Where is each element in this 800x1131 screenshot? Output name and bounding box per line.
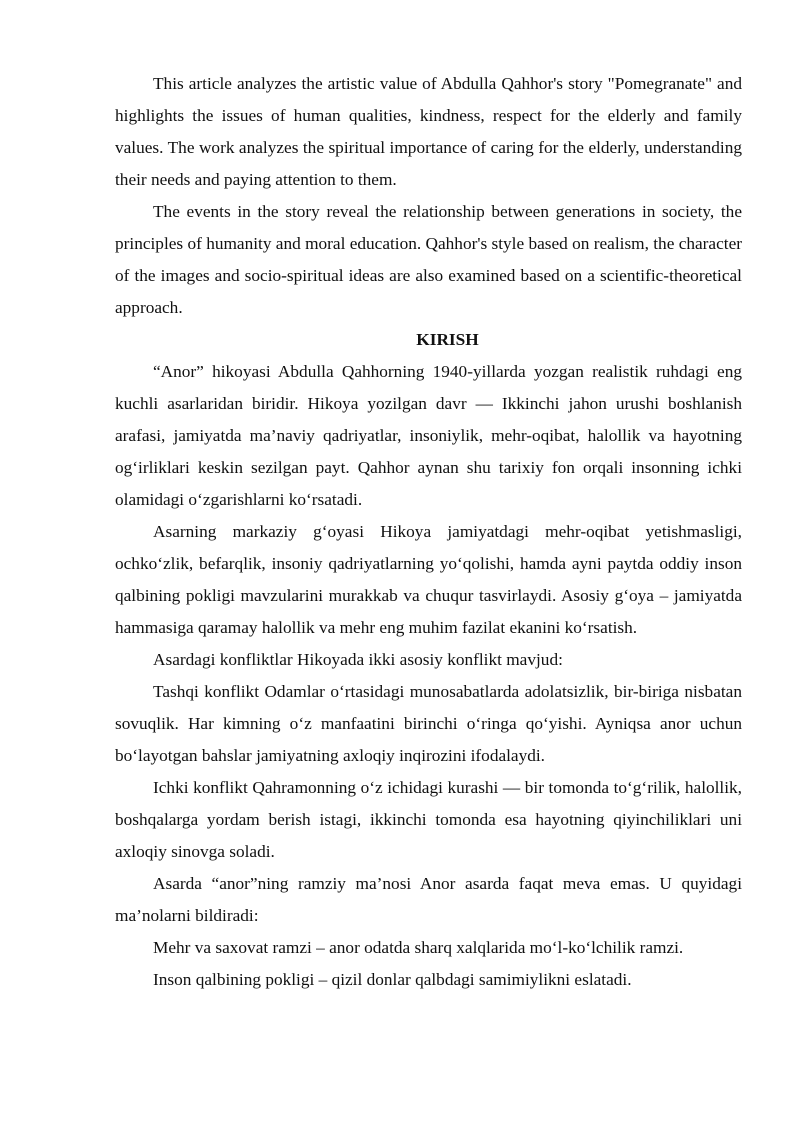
section-heading: KIRISH	[416, 330, 479, 349]
body-paragraph-7: Mehr va saxovat ramzi – anor odatda sharq xalqlarida mo‘l-ko‘lchilik ramzi.	[153, 938, 684, 957]
document-page	[115, 68, 742, 996]
body-paragraph-5: Ichki konflikt Qahramonning o‘z ichidagi kurashi — bir tomonda to‘g‘rilik, halollik, boshqalarga yordam berish istagi, ikkinchi tomonda esa hayotning qiyinchiliklari uni axloqiy sinovga soladi.	[115, 778, 742, 861]
body-paragraph-3: Asardagi konfliktlar Hikoyada ikki asosiy konflikt mavjud:	[153, 650, 563, 669]
body-paragraph-4: Tashqi konflikt Odamlar o‘rtasidagi munosabatlarda adolatsizlik, bir-biriga nisbatan sovuqlik. Har kimning o‘z manfaatini birinchi o‘ringa qo‘yishi. Ayniqsa anor uchun bo‘layotgan bahslar jamiyatning axloqiy inqirozini ifodalaydi.	[115, 682, 742, 765]
abstract-paragraph-2: The events in the story reveal the relationship between generations in society, the principles of humanity and moral education. Qahhor's style based on realism, the character of the images and socio-spiritual ideas are also examined based on a scientific-theoretical approach.	[115, 202, 742, 317]
body-paragraph-1: “Anor” hikoyasi Abdulla Qahhorning 1940-yillarda yozgan realistik ruhdagi eng kuchli asarlaridan biridir. Hikoya yozilgan davr — Ikkinchi jahon urushi boshlanish arafasi, jamiyatda ma’naviy qadriyatlar, insoniylik, mehr-oqibat, halollik va hayotning og‘irliklari keskin sezilgan payt. Qahhor aynan shu tarixiy fon orqali insonning ichki olamidagi o‘zgarishlarni ko‘rsatadi.	[115, 362, 742, 509]
body-paragraph-8: Inson qalbining pokligi – qizil donlar qalbdagi samimiylikni eslatadi.	[153, 970, 632, 989]
body-paragraph-2: Asarning markaziy g‘oyasi Hikoya jamiyatdagi mehr-oqibat yetishmasligi, ochko‘zlik, befarqlik, insoniy qadriyatlarning yo‘qolishi, hamda ayni paytda oddiy inson qalbining pokligi mavzularini murakkab va chuqur tasvirlaydi. Asosiy g‘oya – jamiyatda hammasiga qaramay halollik va mehr eng muhim fazilat ekanini ko‘rsatish.	[115, 522, 742, 637]
abstract-paragraph-1: This article analyzes the artistic value of Abdulla Qahhor's story "Pomegranate" and highlights the issues of human qualities, kindness, respect for the elderly and family values. The work analyzes the spiritual importance of caring for the elderly, understanding their needs and paying attention to them.	[115, 74, 742, 189]
body-paragraph-6: Asarda “anor”ning ramziy ma’nosi Anor asarda faqat meva emas. U quyidagi ma’nolarni bildiradi:	[115, 874, 742, 925]
